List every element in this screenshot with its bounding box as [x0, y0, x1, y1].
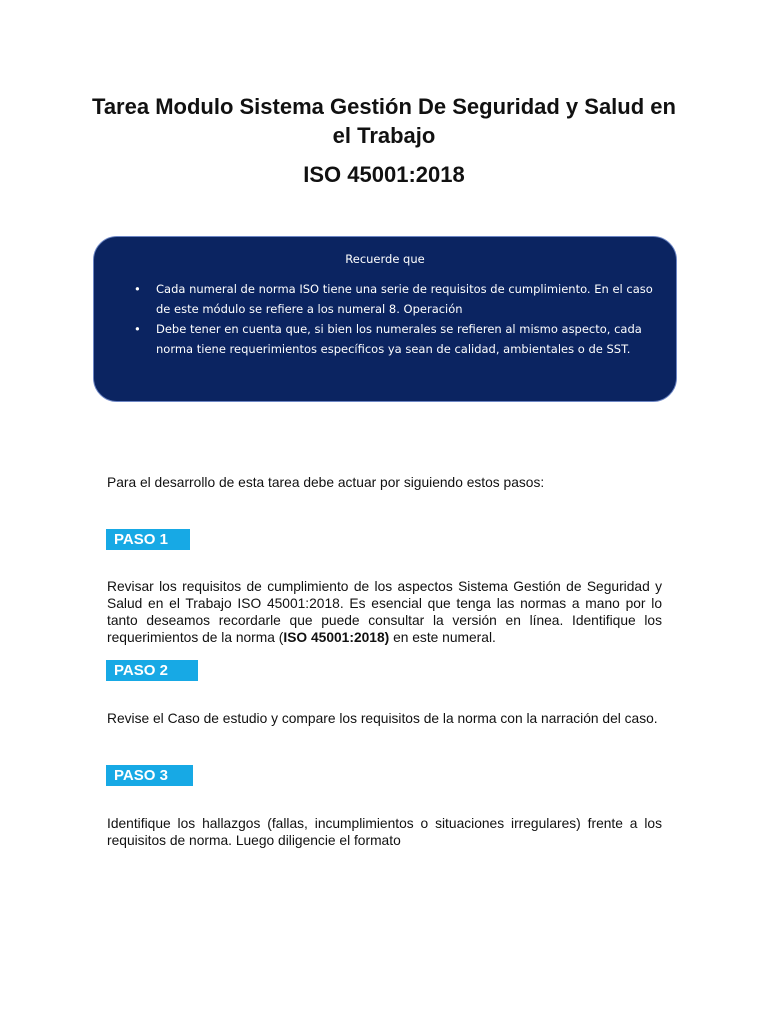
step-2-text: Revise el Caso de estudio y compare los requisitos de la norma con la narración del caso. — [107, 711, 658, 726]
step-1-text-bold: ISO 45001:2018) — [283, 630, 390, 645]
reminder-item — [134, 319, 654, 359]
step-1-text-end: en este numeral. — [389, 630, 496, 645]
intro-text: Para el desarrollo de esta tarea debe actuar por siguiendo estos pasos: — [107, 475, 545, 490]
document-title: Tarea Modulo Sistema Gestión De Seguridad y Salud en el Trabajo — [92, 94, 676, 148]
step-2-badge: PASO 2 — [106, 660, 198, 681]
step-1-text — [107, 578, 662, 646]
step-3-text: Identifique los hallazgos (fallas, incumplimientos o situaciones irregulares) frente a los requisitos de norma. Luego diligencie el formato — [107, 816, 662, 848]
reminder-box — [93, 236, 677, 402]
step-3-badge: PASO 3 — [106, 765, 193, 786]
step-1-text-start: Revisar los requisitos de cumplimiento de los aspectos Sistema Gestión de Seguridad y Salud en el Trabajo ISO 45001:2018. Es esencial que tenga las normas a mano por lo tanto deseamos recordarle que puede consultar la versión en línea. Identifique los requerimientos de la norma ( — [107, 579, 662, 645]
step-1-badge: PASO 1 — [106, 529, 190, 550]
document-subtitle: ISO 45001:2018 — [303, 162, 465, 187]
reminder-heading: Recuerde que — [345, 252, 425, 266]
bullet-icon: • — [134, 322, 141, 336]
bullet-icon: • — [134, 282, 141, 296]
reminder-item-text: Cada numeral de norma ISO tiene una serie de requisitos de cumplimiento. En el caso de este módulo se refiere a los numeral 8. Operación — [156, 282, 653, 316]
reminder-item-text: Debe tener en cuenta que, si bien los numerales se refieren al mismo aspecto, cada norma tiene requerimientos específicos ya sean de calidad, ambientales o de SST. — [156, 322, 642, 356]
reminder-item — [134, 279, 654, 319]
reminder-list — [134, 279, 654, 359]
